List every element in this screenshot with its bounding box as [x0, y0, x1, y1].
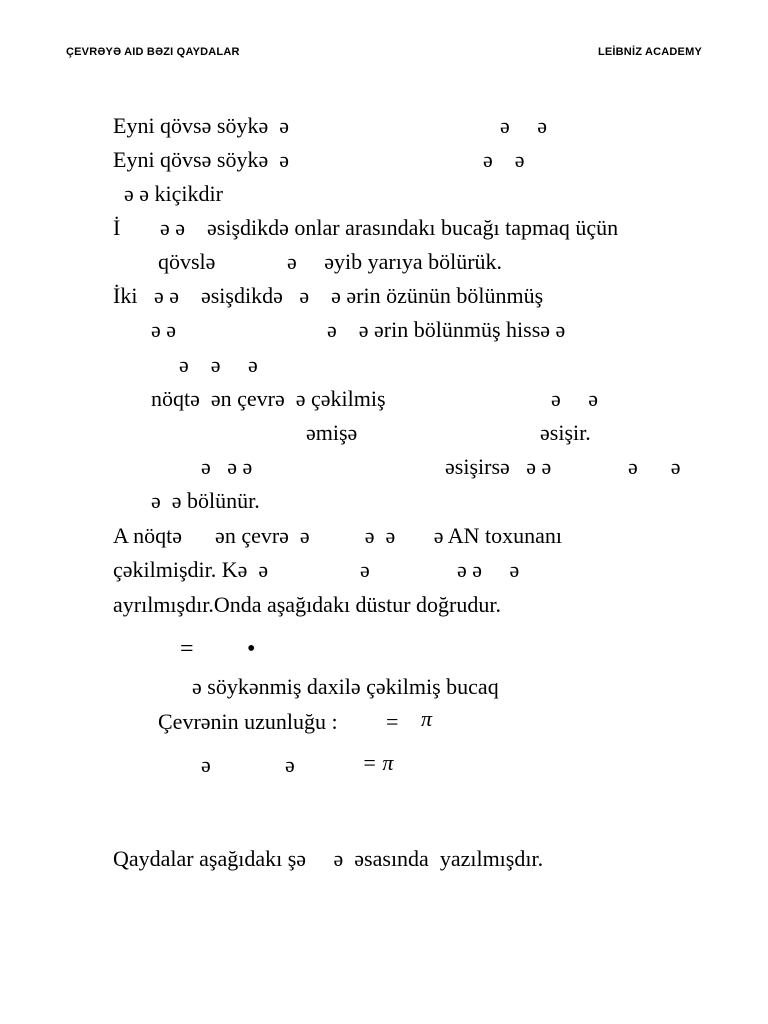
text-line: ə ə kiçikdir [124, 181, 223, 206]
text-line: qövslə [158, 249, 216, 274]
text-line: İ [113, 215, 121, 240]
text-line: Qaydalar aşağıdakı şə ə əsasında yazılmışdır. [113, 846, 544, 871]
text-line: ə ə ərin bölünmüş hissə ə [327, 317, 566, 342]
text-line: ə ə [483, 147, 525, 172]
text-line: ə ə [628, 454, 681, 479]
text-line: əsişirsə ə ə [445, 454, 552, 479]
text-line: Eyni qövsə söykə ə [113, 113, 289, 138]
text-line: ə [360, 557, 370, 582]
circumference-label: Çevrənin uzunluğu : [158, 709, 338, 734]
pi-symbol: π [421, 706, 433, 731]
text-line: ə ə ə [201, 454, 253, 479]
text-line: İki ə ə əsişdikdə ə ə ərin özünün bölünmüş [113, 283, 544, 308]
text-line: ə əyib yarıya bölürük. [287, 249, 503, 274]
text-line: ə ə əsişdikdə onlar arasındakı bucağı tapmaq üçün [160, 215, 619, 240]
text-line: A nöqtə ən çevrə ə ə ə ə AN toxunanı [113, 523, 563, 548]
text-line: ə [201, 752, 211, 777]
text-line: ə ə [151, 317, 177, 342]
equals-sign: = [180, 636, 194, 662]
text-line: ə ə bölünür. [151, 488, 260, 513]
text-line: Eyni qövsə söykə ə [113, 147, 289, 172]
equals-pi-formula: = π [362, 750, 394, 775]
text-line: nöqtə ən çevrə ə çəkilmiş [151, 386, 386, 411]
text-line: ə ə ə [179, 352, 258, 377]
header-title: ÇEVRƏYƏ AID BƏZI QAYDALAR [66, 46, 240, 58]
text-line: ə ə [551, 386, 599, 411]
equals-sign: = [386, 709, 399, 734]
text-line: ə söykənmiş daxilə çəkilmiş bucaq [192, 674, 499, 699]
text-line: ə ə [500, 113, 548, 138]
text-line: ayrılmışdır.Onda aşağıdakı düstur doğrudur. [113, 592, 501, 617]
text-line: çəkilmişdir. Kə ə [113, 557, 269, 582]
bullet-operator: • [247, 636, 256, 662]
text-line: əsişir. [540, 420, 591, 445]
text-line: ə ə ə [457, 557, 520, 582]
text-line: əmişə [306, 420, 358, 445]
header-academy: LEİBNİZ ACADEMY [597, 46, 702, 58]
text-line: ə [285, 752, 295, 777]
